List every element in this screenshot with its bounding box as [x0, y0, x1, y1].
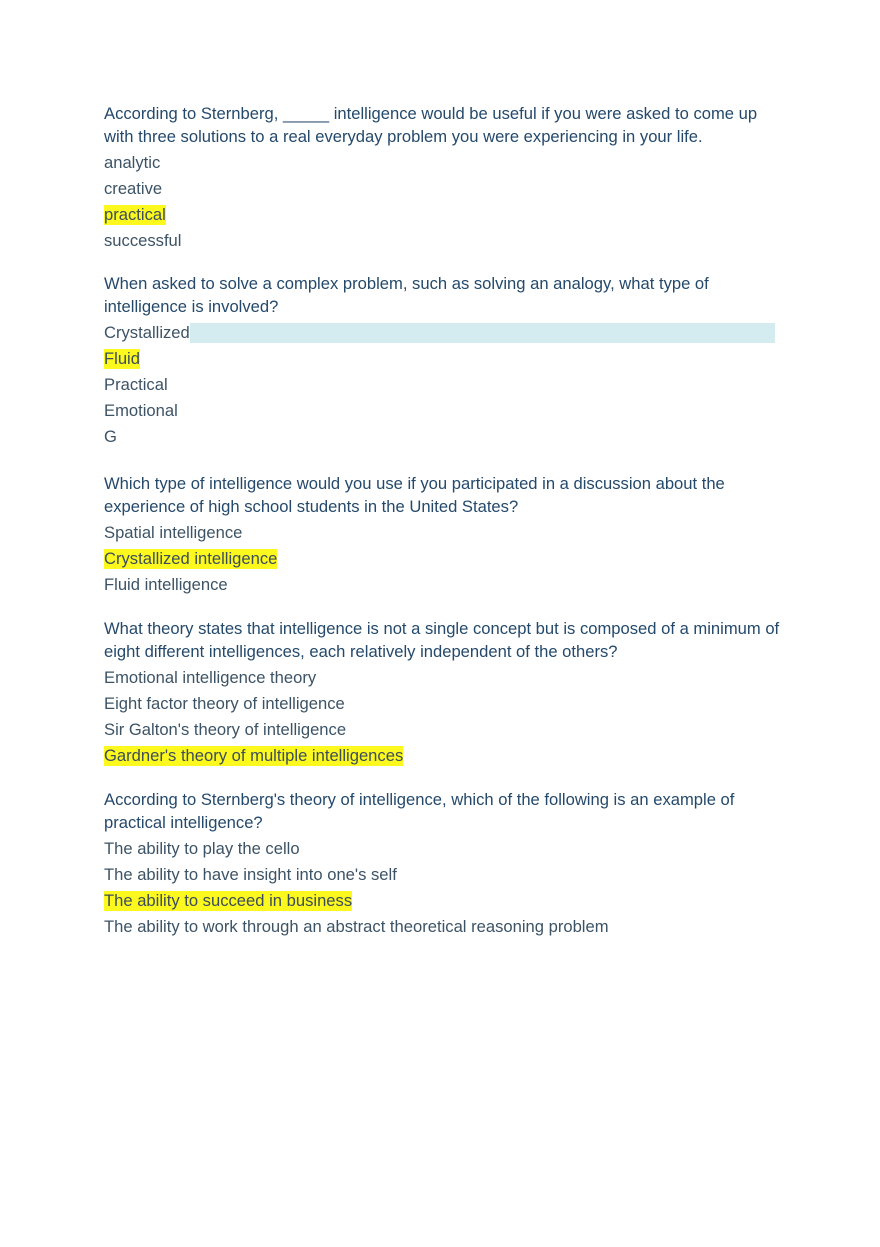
- question-3-option-2: [104, 546, 784, 572]
- highlighted-answer: Crystallized intelligence: [104, 549, 278, 568]
- option-text: Emotional: [104, 401, 178, 420]
- option-text: successful: [104, 231, 182, 250]
- question-4-option-4: [104, 743, 784, 769]
- question-3-text: Which type of intelligence would you use if you participated in a discussion about the experience of high school students in the United States?: [104, 474, 725, 516]
- question-5-option-2: [104, 862, 784, 888]
- option-text: Eight factor theory of intelligence: [104, 694, 345, 713]
- highlighted-answer: Gardner's theory of multiple intelligences: [104, 746, 404, 765]
- question-3-option-3: [104, 572, 784, 598]
- question-5-option-3: [104, 888, 784, 914]
- option-text: Practical: [104, 375, 168, 394]
- option-text: Fluid intelligence: [104, 575, 228, 594]
- question-1-option-3: [104, 202, 784, 228]
- question-2-option-2: [104, 346, 784, 372]
- highlighted-answer: practical: [104, 205, 166, 224]
- highlighted-answer: The ability to succeed in business: [104, 891, 353, 910]
- option-text: The ability to have insight into one's self: [104, 865, 397, 884]
- question-5-option-4: [104, 914, 784, 940]
- question-2-option-1: [104, 320, 784, 346]
- question-1-text: According to Sternberg, _____ intelligence would be useful if you were asked to come up with three solutions to a real everyday problem you were experiencing in your life.: [104, 104, 758, 146]
- question-3: [104, 472, 784, 598]
- question-3-option-1: [104, 520, 784, 546]
- option-text: The ability to play the cello: [104, 839, 300, 858]
- question-4-text: What theory states that intelligence is not a single concept but is composed of a minimum of eight different intelligences, each relatively independent of the others?: [104, 619, 780, 661]
- question-2: [104, 272, 784, 450]
- option-text: Spatial intelligence: [104, 523, 243, 542]
- question-4-option-3: [104, 717, 784, 743]
- question-5-option-1: [104, 836, 784, 862]
- option-text: Crystallized: [104, 323, 190, 342]
- option-text: analytic: [104, 153, 161, 172]
- question-2-option-5: [104, 424, 784, 450]
- question-2-option-4: [104, 398, 784, 424]
- question-5-text: According to Sternberg's theory of intelligence, which of the following is an example of practical intelligence?: [104, 790, 735, 832]
- question-1-option-4: [104, 228, 784, 254]
- question-4-option-1: [104, 665, 784, 691]
- highlighted-answer: Fluid: [104, 349, 140, 368]
- option-text: G: [104, 427, 117, 446]
- option-text: creative: [104, 179, 163, 198]
- option-text: Emotional intelligence theory: [104, 668, 317, 687]
- question-1-option-1: [104, 150, 784, 176]
- question-2-option-3: [104, 372, 784, 398]
- question-5: [104, 788, 784, 940]
- question-1-option-2: [104, 176, 784, 202]
- question-4: [104, 617, 784, 769]
- option-text: The ability to work through an abstract theoretical reasoning problem: [104, 917, 609, 936]
- question-4-option-2: [104, 691, 784, 717]
- selection-band: [190, 323, 775, 343]
- option-text: Sir Galton's theory of intelligence: [104, 720, 347, 739]
- question-1: [104, 102, 784, 254]
- question-2-text: When asked to solve a complex problem, such as solving an analogy, what type of intelligence is involved?: [104, 274, 709, 316]
